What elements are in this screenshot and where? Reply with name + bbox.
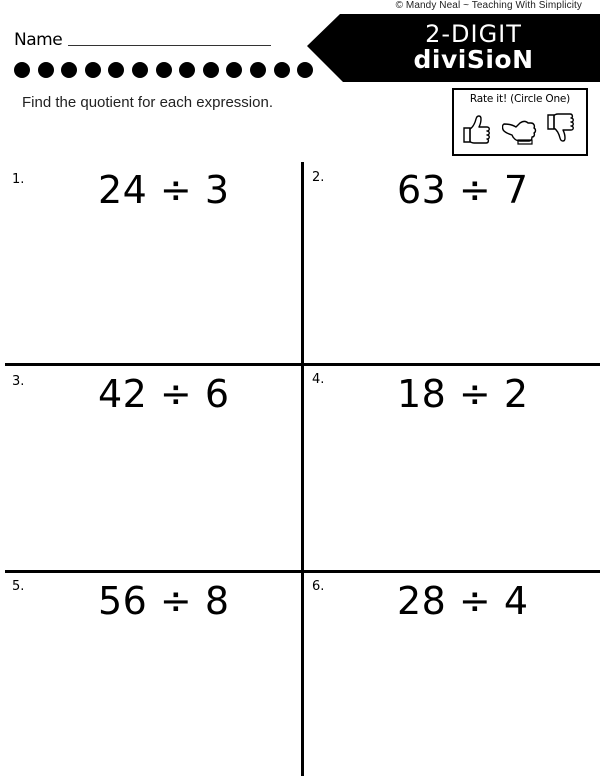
- thumbs-down-icon[interactable]: [544, 112, 580, 146]
- problem-cell[interactable]: [0, 162, 301, 363]
- problem-expression: 24 ÷ 3: [98, 168, 230, 212]
- problem-expression: 63 ÷ 7: [397, 168, 529, 212]
- copyright-notice: © Mandy Neal ~ Teaching With Simplicity: [395, 0, 582, 11]
- decorative-dots-row: [14, 62, 313, 78]
- problem-number: 4.: [312, 372, 325, 387]
- dot-icon: [38, 62, 54, 78]
- problem-number: 1.: [12, 172, 25, 187]
- dot-icon: [61, 62, 77, 78]
- title-line-1: 2-DIGIT: [425, 20, 522, 48]
- rate-it-box: [452, 88, 588, 156]
- dot-icon: [274, 62, 290, 78]
- problem-number: 5.: [12, 579, 25, 594]
- problem-cell[interactable]: [304, 366, 600, 570]
- dot-icon: [14, 62, 30, 78]
- problem-expression: 18 ÷ 2: [397, 372, 529, 416]
- name-label: Name: [14, 30, 63, 50]
- title-banner: [307, 14, 600, 82]
- thumbs-up-icon[interactable]: [460, 112, 496, 146]
- instructions: Find the quotient for each expression.: [22, 94, 273, 111]
- worksheet-title: [347, 22, 600, 72]
- title-line-2: diviSioN: [413, 45, 534, 74]
- dot-icon: [132, 62, 148, 78]
- thumbs-sideways-icon[interactable]: [502, 112, 538, 146]
- dot-icon: [179, 62, 195, 78]
- dot-icon: [226, 62, 242, 78]
- name-field-line[interactable]: [68, 45, 271, 46]
- problem-cell[interactable]: [0, 366, 301, 570]
- problem-number: 2.: [312, 170, 325, 185]
- problem-number: 6.: [312, 579, 325, 594]
- problem-expression: 28 ÷ 4: [397, 579, 529, 623]
- dot-icon: [85, 62, 101, 78]
- problem-cell[interactable]: [304, 573, 600, 776]
- dot-icon: [156, 62, 172, 78]
- problem-cell[interactable]: [0, 573, 301, 776]
- rate-it-label: Rate it! (Circle One): [469, 93, 571, 105]
- problem-expression: 42 ÷ 6: [98, 372, 230, 416]
- problem-expression: 56 ÷ 8: [98, 579, 230, 623]
- dot-icon: [203, 62, 219, 78]
- dot-icon: [108, 62, 124, 78]
- problem-number: 3.: [12, 374, 25, 389]
- problem-cell[interactable]: [304, 162, 600, 363]
- dot-icon: [250, 62, 266, 78]
